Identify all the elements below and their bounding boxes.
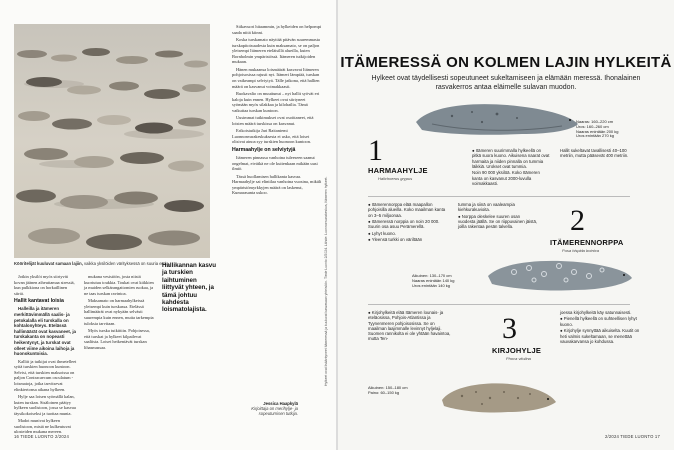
grey-seal-facts-a [472, 148, 550, 187]
paragraph: Halleilla ja itämeren merkittävimmällä saalis- ja petokalalla eli turskalla on kohtalonyhteys. Etelässä hallimäärät ovat kasvaneet, ja turskakanta on nopeasti heikentynyt, ja turskat ovat olleet viime aikoina laihoja ja huonokuntoisia. [14, 306, 76, 357]
paragraph: Erikoistutkija Jari Raitaniemi Luonnonvarakeskuksesta ei usko, että loiset olisivat ainoa syy turskien huonoon kuntoon. [232, 128, 312, 145]
author-role: Kirjoittaja on merihylje- ja sopeutumisen tutkija. [251, 406, 298, 416]
paragraph: Myös turska tutkittiin. Pohjoisessa, että turskat ja hylkeet kilpailevat saaliista. Loiset heikentävät turskan lihasmassaa. [84, 327, 150, 350]
footer-left: 16 TIEDE LUONTO 2/2024 [14, 434, 69, 439]
grey-seal-measurements [576, 120, 618, 139]
paragraph: Madot munivat hylkeen suolistoon, mistä ne kulkeutuvat ulosteiden mukana mereen. [14, 418, 71, 435]
species-number-1: 1 [368, 134, 383, 167]
fact: ● Itämerennorppa elää maapallon pohjoisilla alueilla. Koko maailman kanta on 3–5 miljoonaa. [368, 202, 446, 218]
measure: Uros: 160–260 cm [576, 123, 609, 129]
species-number-2: 2 [570, 204, 585, 237]
section-divider [368, 196, 630, 197]
paragraph: Siikavuori hitaammin, ja hylkeiden on helpompi saada niitä kiinni. [232, 24, 322, 35]
species-latin-3: Phoca vitulina [506, 356, 531, 361]
author-signature [232, 401, 298, 416]
fact: ● Norppa oleskelee suuren osan vuodesta jäällä. Se on riippuvainen jäistä, joilla rakentaa pesän talvella. [458, 213, 538, 230]
paragraph: Tässä huollamisen hallikanta kasvaa. Harmaahylje sai elintilaa vanhoina vuosina, mikäli ympäristömyrkkyjen määrä on laskenut, Kumarasanta uskoo. [232, 173, 322, 196]
paragraph: Uusimmat tutkimukset ovat osoittaneet, että loisten määrä turskissa on kasvanut. [232, 115, 314, 126]
fact: tumma ja siinä on vaaleampia kiehkurakuvioita. [458, 202, 515, 213]
species-latin-1: Halichoerus grypus [378, 176, 413, 181]
fact: ● Lyhyt kuono. [368, 230, 396, 236]
species-number-3: 3 [502, 312, 517, 345]
measure: Naaras: 160–220 cm [576, 119, 614, 124]
measure: Aikuinen: 130–170 cm [412, 273, 452, 278]
article-column-2 [84, 274, 156, 352]
fact: Hallit sukeltavat tavallisesti 40–100 metriin, mutta pääsevät 400 metriin. [560, 148, 629, 159]
caption-bold: Kööritelijät kuuluvat samaan lajiin, [14, 261, 83, 266]
measure: Naaras enintään 140 kg [412, 277, 455, 283]
measure: Paino: 60–150 kg [368, 389, 400, 395]
left-page [0, 0, 336, 450]
infographic-subtitle: Hylkeet ovat täydellisesti sopeutuneet sukeltamiseen ja elämään meressä. Ihonalainen rasvakerros antaa eläimelle sulavan muodon. [371, 75, 641, 91]
section-heading-selviytyja: Harmaahylje on selviytyjä [232, 146, 296, 153]
footer-right: 2/2024 TIEDE LUONTO 17 [605, 434, 660, 439]
fact: ● Itämeressä norppia on noin 20 000. Suurin osa asuu Perämerellä. [368, 219, 440, 230]
harbour-seal-facts-b [560, 310, 640, 345]
species-name-3: KIRJOHYLJE [492, 346, 542, 355]
fact: ● Pienellä hylkeellä on suhteellisen lyhyt kuono. [560, 316, 637, 327]
vertical-credit [324, 86, 332, 386]
article-column-3 [232, 24, 322, 198]
seal-colony-photo [14, 24, 210, 258]
paragraph: Maksamato on harmaahylkeissä yleisempi kuin turskassa. Etelässä hallimäärät ovat nykyään selvästi suurempia kuin ennen, mutta tarkempia tuloksia tarvitaan. [84, 298, 154, 326]
section-heading-hallit: Hallit kantavat loisia [14, 298, 64, 305]
ringed-seal-facts-a [368, 202, 448, 244]
harbour-seal-measurements [368, 386, 408, 396]
fact: ● Kirjohylje synnyttää aikuiselta. Kuutit on heti valmis sukeltamaan, se menettää vauvakarvansa jo kohdussa. [560, 328, 640, 344]
measure: Aikuinen: 150–180 cm [368, 385, 408, 390]
grey-seal-illustration [412, 94, 582, 142]
fact: Noin 90 000 yksilöä. Koko Itämeren kanta on kasvanut 2000-luvulla voimakkaasti. [472, 170, 540, 186]
harbour-seal-illustration [438, 372, 558, 418]
harbour-seal-facts-a [368, 310, 454, 343]
right-page [338, 0, 674, 450]
article-column-1 [14, 274, 78, 437]
ringed-seal-facts-b [458, 202, 538, 231]
paragraph: Hylje saa loisen syömällä kalan, kuten turskan. Sisäloinen päätyy hylkeen suolistoon, jossa se kasvaa täysikokoiseksi ja tuottaa munia. [14, 393, 76, 416]
pull-quote [162, 262, 220, 317]
intro-paragraph: Jotkin yksilöt myös siirtyvät kovan jäänen aiheuttamaa stressiä, kun pulkkiona on horkaillinen siirtä. [14, 274, 75, 296]
grey-seal-facts-b [560, 148, 640, 160]
infographic-title: ITÄMERESSÄ ON KOLMEN LAJIN HYLKEITÄ [340, 54, 672, 71]
measure: Uros enintään 270 kg [576, 133, 615, 139]
species-latin-2: Pusa hispida botnica [562, 248, 599, 253]
measure: Naaras enintään 200 kg [576, 128, 619, 134]
paragraph: Ruokavalio on muuttunut – nyt hallit syövät eri kaloja kuin ennen. Hylkeet ovat siirtyneet syömään myös silakkaa ja kilohailia. Tämä vaikuttaa turskan kuntoon. [232, 90, 320, 113]
species-name-1: HARMAAHYLJE [368, 166, 428, 175]
paragraph: Koska turskamato näyttää pitävän suuremmasta turskapitoisuudesta kuin maksamato, se on paljon yleisempi Itämeren eteläisillä alueilla, kuten Bornholmin ympäristössä. Itämeren tutkijoiden mukaan. [232, 36, 320, 65]
caption-text: vaikka yksilöiden värityksessä on suuria eroja. [82, 261, 170, 266]
fact: ● Itämeren suurimmalla hylkeellä on pitkä suora kuono. Aikuisena naarat ovat harmaita ja niiden pinnalla on tummia läikkiä. Urokset ovat tummia. [472, 148, 550, 169]
ringed-seal-illustration [484, 250, 634, 296]
vertical-credit-text: Hylkeet ovat lisääntyneet Itämeressä ja kuuluvat kasvavaan yhteisöön. Tiede Luonto 2/2024. Lähde: Luonnonvarakeskus, Itämeren hylkeet. [324, 176, 328, 386]
fact: ● Yleensä turkki on väriltään [368, 237, 423, 243]
fact: joessa kirjohylkeitä käy satunnaisesti. [560, 310, 632, 315]
species-name-2: ITÄMERENNORPPA [550, 238, 624, 247]
seal-colony-photo-graphic [14, 24, 210, 258]
ringed-seal-measurements [412, 274, 454, 288]
section-divider [368, 304, 630, 305]
measure: Uros enintään 140 kg [412, 282, 451, 288]
paragraph: mukana vesistöön, josta niistä kuoriutuu toukkia. Toukat ovat kiikkien ja muiden selkärangattomien ruokaa, ja ne taas turskan ravintoa. [84, 274, 154, 296]
paragraph: Itämeren pinnassa vanhoina tuleeseen saanut ongelmat, eivätkä ne ole kuitenkaan mikään uusi ilmiö. [232, 154, 318, 172]
fact: ● Kirjohylkeitä elää Itämeren lounais- ja eteläosissa, Pohjois-Atlantissa ja Tyynenmeren pohjoisosissa. Se on maailman laajimmalle levinnyt hyljelaji. Suomen rannikolta ei ole yhtään havaintoa, mutta Ten- [368, 310, 451, 342]
author-name: Jessica Haapkylä [263, 401, 298, 406]
pull-quote-text: Hallikannan kasvu ja turskien laihtuminen liittyvät yhteen, ja tämä johtuu kahdesta loismatolajista. [162, 262, 216, 314]
paragraph: Kalliit ja tutkijat ovat ihmetelleet syitä turskien huonoon kuntoon. Selvisi, että turskien maksoissa on paljon Contracaecum osculatum -loismatoja, jotka tarvitsevat elinkiertonsa aikana hylkeen. [14, 358, 77, 392]
paragraph: Hänen mukaansa loismäärät kasvavat Itämeren pohjoisosissa rajusti nyt. Itämeri lämpiää, turskan on vaikeampi selviytyä. Tälle jatkona, että hallien määrä on kasvanut voimakkaasti. [232, 66, 320, 89]
